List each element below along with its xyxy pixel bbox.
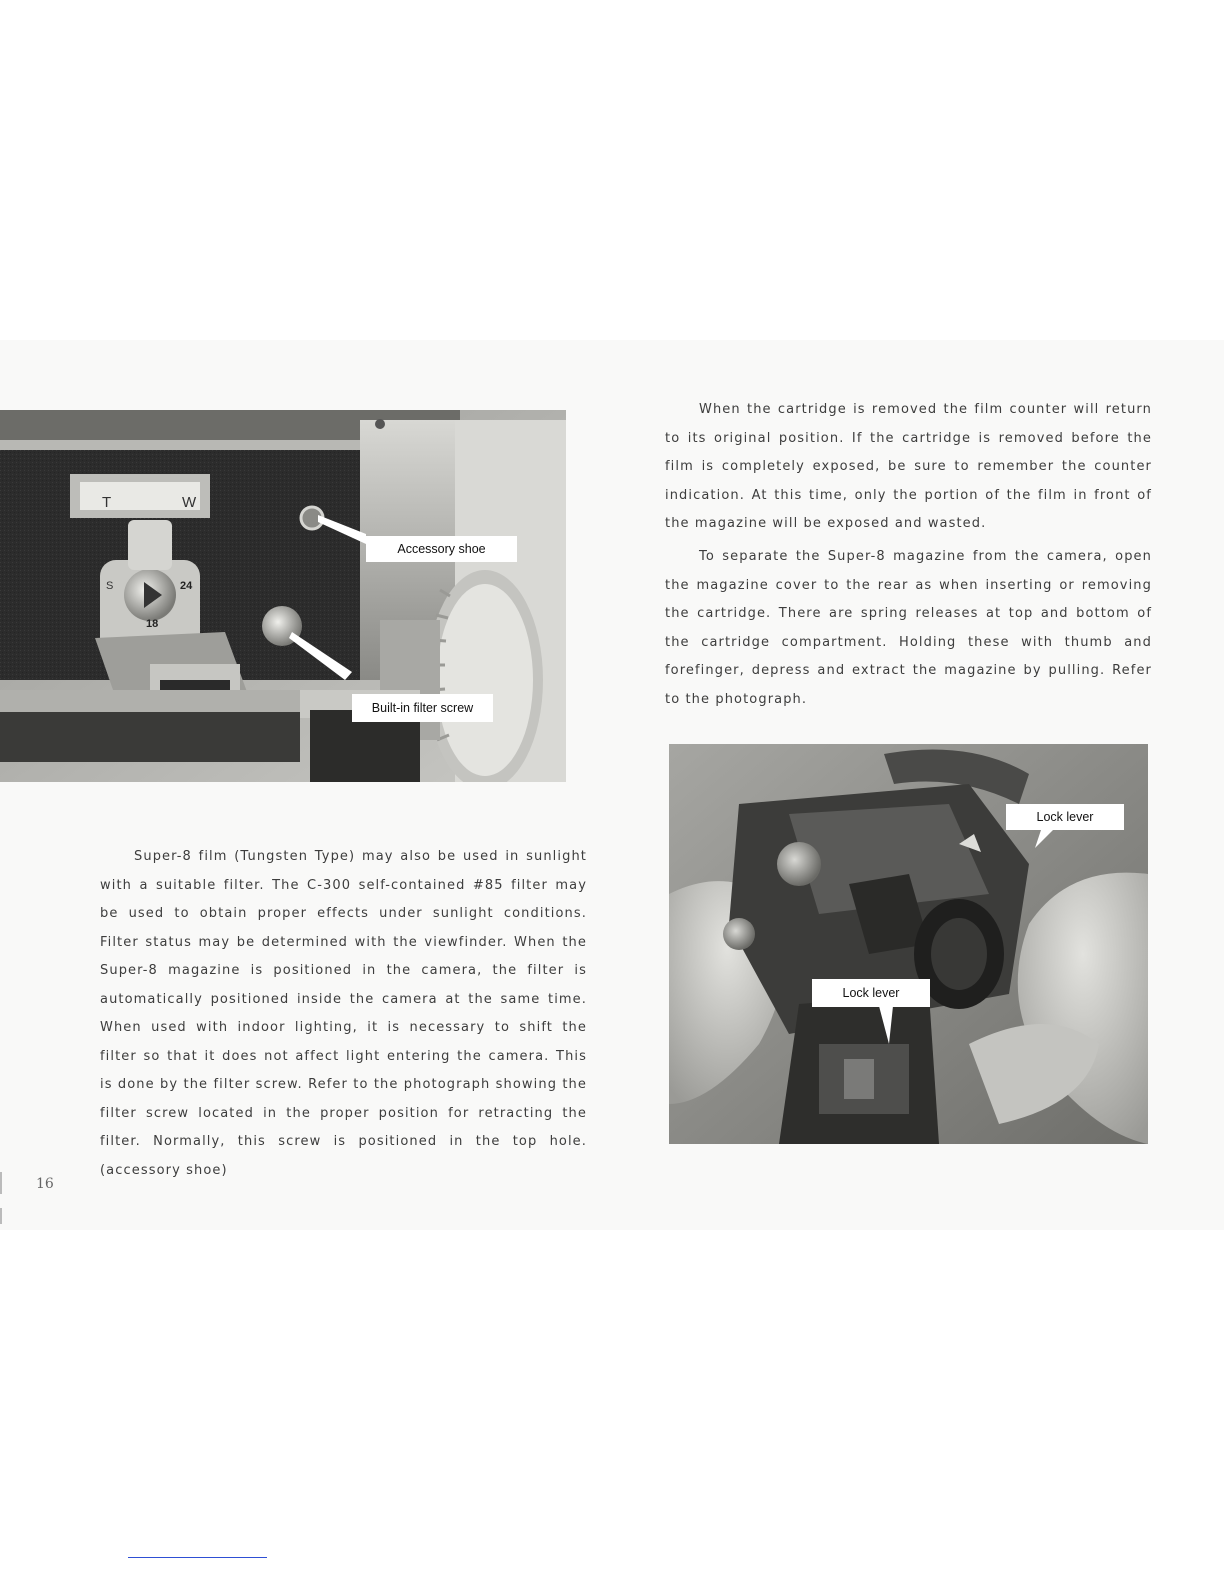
- camera-panel-photo: [0, 410, 566, 782]
- zoom-wide-label: W: [182, 494, 197, 511]
- right-paragraph-2: To separate the Super-8 magazine from the camera, open the magazine cover to the rear as when inserting or removing the cartridge. There are spring releases at top and bottom of the cartridge compartment. Holding these with thumb and forefinger, depress and extract the magazine by pulling. Refer to the photograph.: [665, 549, 1152, 707]
- left-paragraph-1: Super-8 film (Tungsten Type) may also be used in sunlight with a suitable filter. The C-300 self-contained #85 filter may be used to obtain proper effects under sunlight conditions. Filter status may be determined with the viewfinder. When the Super-8 magazine is positioned in the camera, the filter is automatically positioned inside the camera at the same time. When used with indoor lighting, it is necessary to shift the filter so that it does not affect light entering the camera. This is done by the filter screw. Refer to the photograph showing the filter screw located in the proper position for retracting the filter. Normally, this screw is positioned in the top hole. (accessory shoe): [100, 849, 587, 1178]
- dial-s-label: S: [106, 580, 114, 592]
- dial-18-label: 18: [146, 618, 159, 630]
- filter-screw-callout: Built-in filter screw: [352, 694, 493, 722]
- accessory-shoe-callout: Accessory shoe: [366, 536, 517, 562]
- lock-lever-top-callout: Lock lever: [1006, 804, 1124, 830]
- lock-lever-bottom-callout: Lock lever: [812, 979, 930, 1007]
- page-number: 16: [36, 1176, 54, 1192]
- footer-link-underline: [128, 1557, 267, 1558]
- margin-mark-upper: [0, 1172, 2, 1194]
- margin-mark-lower: [0, 1208, 2, 1224]
- zoom-tele-label: T: [102, 494, 112, 511]
- dial-24-label: 24: [180, 580, 193, 592]
- right-paragraph-1: When the cartridge is removed the film counter will return to its original position. If the cartridge is removed before the film is completely exposed, be sure to remember the counter indication. At this time, only the portion of the film in front of the magazine will be exposed and wasted.: [665, 402, 1152, 531]
